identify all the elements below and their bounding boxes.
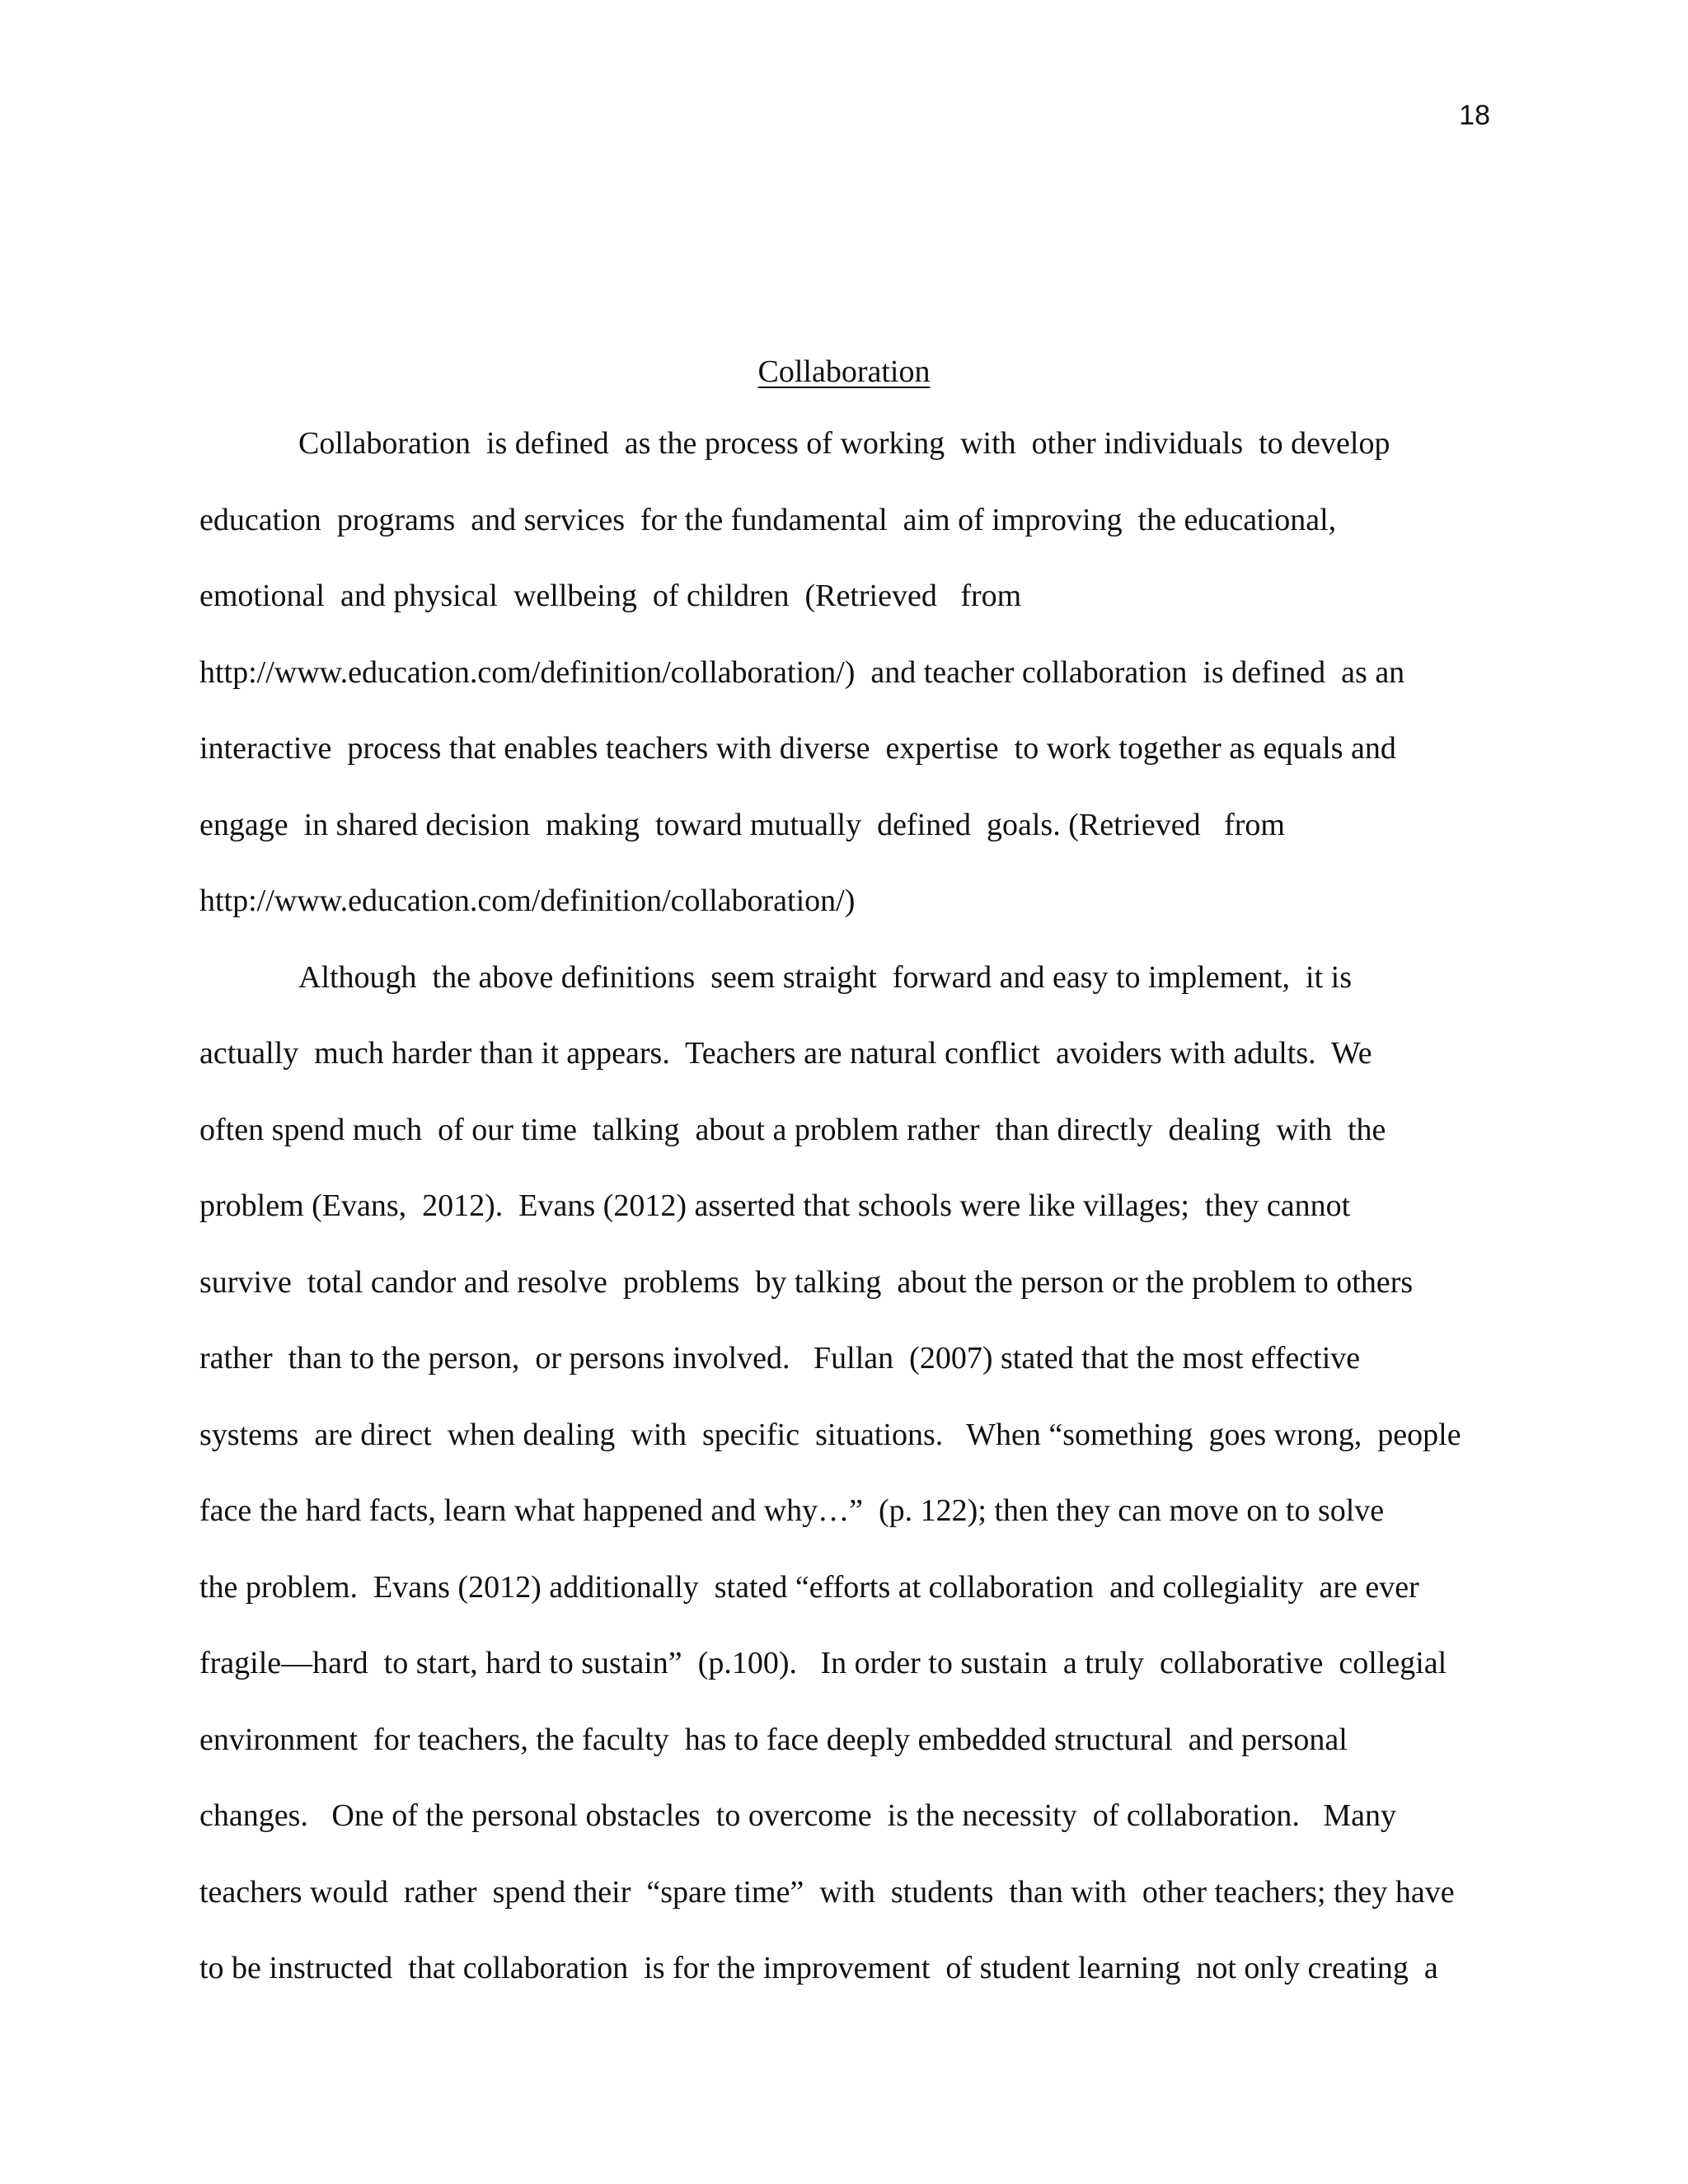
paragraph-2-line-4: problem (Evans, 2012). Evans (2012) asserted that schools were like villages; they cannot [199,1188,1351,1223]
paragraph-1-line-3: emotional and physical wellbeing of children (Retrieved from [199,579,1022,613]
paragraph-1-line-7: http://www.education.com/definition/collaboration/) [199,883,856,918]
paragraph-2-line-10: fragile—hard to start, hard to sustain” (p.100). In order to sustain a truly collaborative collegial [199,1646,1447,1680]
paragraph-2-line-14: to be instructed that collaboration is for the improvement of student learning not only creating a [199,1951,1438,1985]
paragraph-1-line-2: education programs and services for the fundamental aim of improving the educational, [199,502,1337,537]
paragraph-1-line-6: engage in shared decision making toward mutually defined goals. (Retrieved from [199,807,1285,842]
paragraph-2-line-2: actually much harder than it appears. Teachers are natural conflict avoiders with adults. We [199,1036,1372,1071]
paragraph-1-line-4: http://www.education.com/definition/collaboration/) and teacher collaboration is defined as an [199,654,1405,690]
paragraph-2-line-5: survive total candor and resolve problems by talking about the person or the problem to others [199,1264,1414,1300]
section-heading-text: Collaboration [757,354,931,389]
paragraph-1-line-1: Collaboration is defined as the process of working with other individuals to develop [298,426,1390,461]
paragraph-2-line-8: face the hard facts, learn what happened and why…” (p. 122); then they can move on to solve [199,1493,1385,1528]
paragraph-2-line-3: often spend much of our time talking about a problem rather than directly dealing with the [199,1112,1386,1147]
body-text [199,420,1493,2022]
paragraph-2-line-7: systems are direct when dealing with specific situations. When “something goes wrong, people [199,1417,1461,1452]
paragraph-1-line-5: interactive process that enables teachers with diverse expertise to work together as equals and [199,731,1396,766]
paragraph-2-line-1: Although the above definitions seem straight forward and easy to implement, it is [298,959,1353,995]
section-heading [0,353,1688,391]
paragraph-2-line-12: changes. One of the personal obstacles to overcome is the necessity of collaboration. Many [199,1798,1397,1833]
paragraph-2-line-13: teachers would rather spend their “spare time” with students than with other teachers; they have [199,1874,1455,1910]
paragraph-2-line-11: environment for teachers, the faculty has to face deeply embedded structural and personal [199,1722,1348,1757]
paragraph-2-line-6: rather than to the person, or persons involved. Fullan (2007) stated that the most effective [199,1341,1361,1376]
paragraph-2-line-9: the problem. Evans (2012) additionally stated “efforts at collaboration and collegiality are ever [199,1569,1419,1605]
page-number: 18 [1459,100,1490,131]
